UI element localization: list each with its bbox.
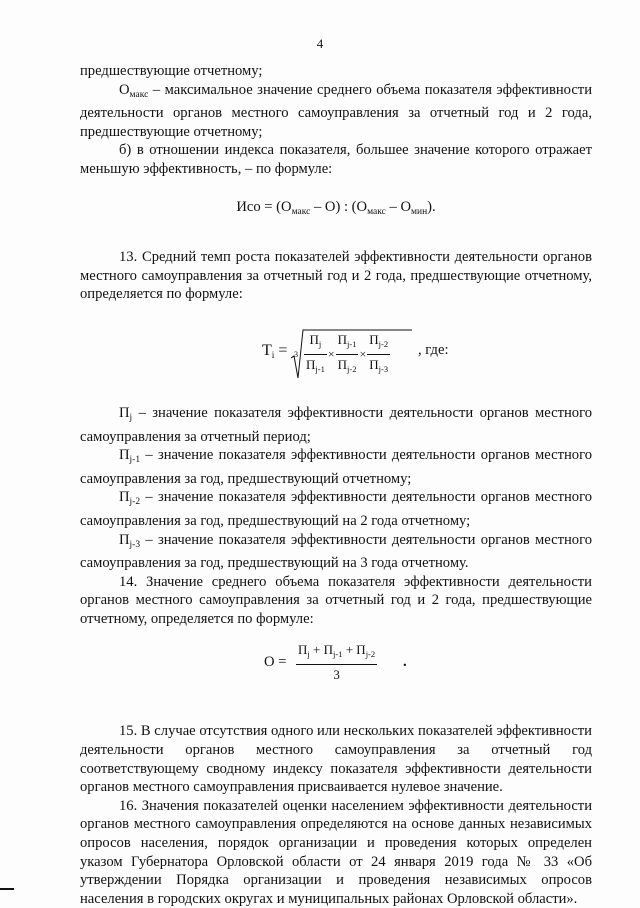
paragraph-16: 16. Значения показателей оценки населением эффективности деятельности органов местного самоуправления определяются на основе данных независимых опросов населения, порядок организации и проведения которых определен указом Губернатора Орловской области от 24 января 2019 года № 33 «Об утверждении Порядка организации и проведения независимых опросов населения в городских округах и муниципальных районах Орловской области». [80, 797, 592, 907]
definition-pj2: $П_{j-2}$ – значение показателя эффективности деятельности органов местного самоуправления за год, предшествующий на 2 года отчетному; [80, 489, 592, 529]
symbol-sub: макс [129, 89, 149, 100]
definitions-list [80, 404, 592, 573]
root-index: 3 [294, 349, 298, 359]
margin-mark [0, 888, 14, 890]
document-body [80, 62, 592, 908]
fraction-group: $\frac{П_j}{П_{j-1}}$ × $\frac{П_{j-1}}{П_{j-2}}$ × $\frac{П_{j-2}}{П_{j-3}}$ [304, 330, 390, 379]
formula-iso: Исо = $(О_{макс} - О)$ : $(О_{макс} - О_{мин})$. [236, 198, 436, 217]
definition-pj: $П_j$ – значение показателя эффективности деятельности органов местного самоуправления за отчетный период; [80, 404, 592, 445]
fraction-2: $\frac{П_{j-1}}{П_{j-2}}$ [337, 331, 357, 374]
paragraph-14: 14. Значение среднего объема показателя эффективности деятельности органов местного самоуправления за отчетный год и 2 года, предшествующие отчетному, определяется по формуле: [80, 573, 592, 627]
page-number: 4 [316, 36, 324, 51]
paragraph-index-b: б) в отношении индекса показателя, большее значение которого отражает меньшую эффективность, – по формуле: [80, 142, 592, 177]
paragraph-13: 13. Средний темп роста показателей эффективности деятельности органов местного самоуправления за отчетный год и 2 года, предшествующие отчетному, определяется по формуле: [80, 249, 592, 303]
fraction-3: $\frac{П_{j-2}}{П_{j-3}}$ [369, 331, 389, 374]
fraction-average: $П_j + П_{j-1} + П_{j-2}$ 3 [298, 642, 376, 683]
definition-pj1: $П_{j-1}$ – значение показателя эффективности деятельности органов местного самоуправления за год, предшествующий отчетному; [80, 447, 592, 487]
definition-pj3: $П_{j-3}$ – значение показателя эффективности деятельности органов местного самоуправления за год, предшествующий на 3 года отчетному. [80, 531, 592, 572]
formula-growth-rate [80, 326, 592, 382]
symbol-o: О [119, 81, 130, 98]
formula-average-volume: О = $П_j + П_{j-1} + П_{j-2}$ 3 . [80, 640, 592, 686]
paragraph-omax-definition [80, 81, 592, 142]
definition-text: – максимальное значение среднего объема показателя эффективности деятельности органов местного самоуправления за отчетный год и 2 года, предшествующие отчетному; [80, 81, 592, 140]
formula-where: , где: [418, 341, 449, 358]
paragraph-continuation: предшествующие отчетному; [80, 63, 263, 79]
formula-lhs: $T_i$ = [262, 341, 288, 361]
fraction-1: $\frac{П_j}{П_{j-1}}$ [306, 331, 325, 374]
paragraph-15: 15. В случае отсутствия одного или нескольких показателей эффективности деятельности органов местного самоуправления за отчетный год соответствующему сводному индексу показателя эффективности деятельности органов местного самоуправления присваивается нулевое значение. [80, 723, 592, 796]
